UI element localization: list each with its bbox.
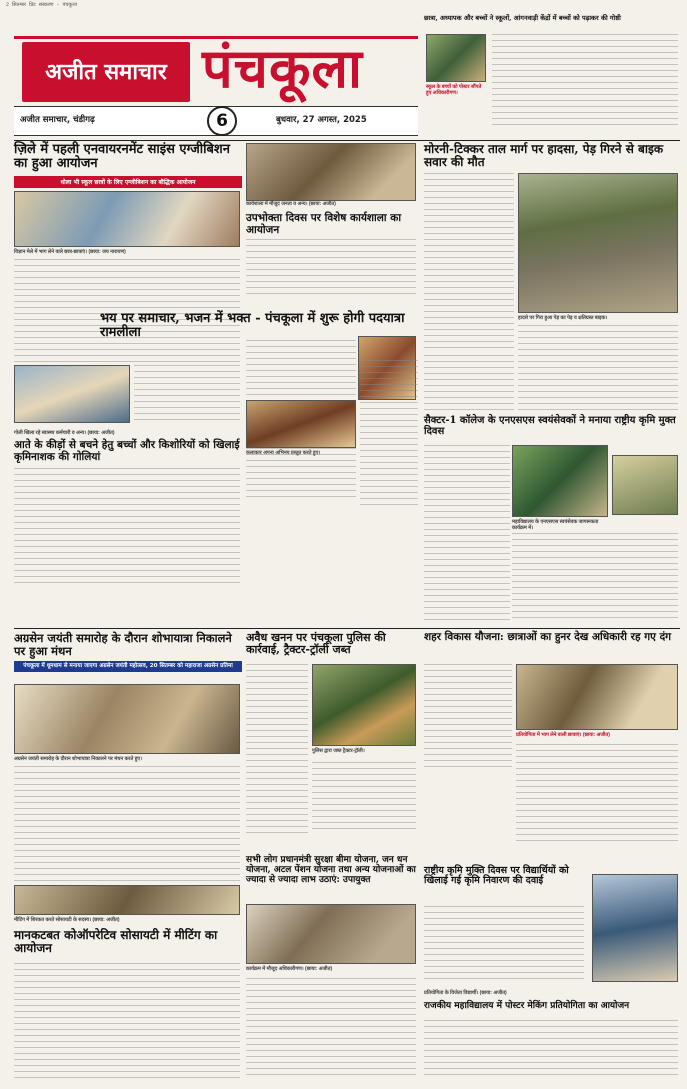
top-right-caption: स्कूल के बच्चों को पोस्टर सौंपते हुए अधिकारीगण।	[426, 84, 482, 96]
story-env-headline: ज़िले में पहली एनवायरनमेंट साइंस एग्जीबिशन का हुआ आयोजन	[14, 142, 230, 172]
story-city-text-2	[516, 744, 678, 846]
story-consumer-day	[246, 143, 418, 298]
story-ramleela-text-2	[360, 360, 418, 510]
story-consumer-headline: उपभोक्ता दिवस पर विशेष कार्यशाला का आयोजन	[246, 212, 402, 236]
story-env-subhead: धोला भी स्कूल छात्रों के लिए एग्जीबिशन का बौद्धिक आयोजन	[14, 176, 242, 188]
paper-logo	[22, 42, 190, 102]
story-deworm2-text	[424, 906, 584, 982]
story-deworming	[14, 430, 242, 650]
story-deworm-caption: गोली खिला रहे स्वास्थ्य कर्मचारी व अन्य। (छाया: अजीत)	[14, 430, 115, 436]
story-mining-caption: पुलिस द्वारा जब्त ट्रैक्टर-ट्रॉली।	[312, 748, 365, 754]
edition-label: अजीत समाचार, चंडीगढ़	[20, 115, 95, 125]
story-morni-photo	[518, 173, 678, 313]
story-env-caption: विज्ञान मेले में भाग लेने वाले छात्र-छात्राएं। (छाया: जय नारायण)	[14, 249, 126, 255]
story-agrasen-headline: अग्रसेन जयंती समारोह के दौरान शोभायात्रा निकालने पर हुआ मंथन	[14, 631, 232, 658]
story-consumer-caption: कार्यशाला में मौजूद जनता व अन्य। (छाया: अजीत)	[246, 201, 336, 207]
story-city-photo	[516, 664, 678, 730]
row-rule-2	[14, 628, 680, 629]
story-morni-text-3	[424, 355, 514, 411]
story-city-text-1	[424, 664, 512, 772]
story-agrasen-text	[14, 766, 240, 894]
story-nss-text-2	[512, 533, 678, 621]
story-nss-headline: सैक्टर-1 कॉलेज के एनएसएस स्वयंसेवकों ने मनाया राष्ट्रीय कृमि मुक्त दिवस	[424, 415, 676, 437]
story-env-photo-1	[14, 191, 240, 247]
story-nss-photo	[512, 445, 608, 517]
story-morni-accident	[424, 143, 680, 413]
story-mining-text-2	[312, 762, 416, 834]
story-insurance-headline: सभी लोग प्रधानमंत्री सुरक्षा बीमा योजना, जन धन योजना, अटल पेंशन योजना तथा अन्य योजनाओं का ज्यादा से ज्यादा लाभ उठाएं: उपायुक्त	[246, 855, 416, 885]
story-coop-headline: मानकटबत कोऑपरेटिव सोसायटी में मीटिंग का आयोजन	[14, 928, 218, 956]
top-right-text	[492, 34, 678, 130]
story-env-text-2	[134, 365, 240, 423]
top-right-story	[424, 14, 680, 134]
story-agrasen-caption: अग्रसेन जयंती समारोह के दौरान शोभायात्रा निकालने पर मंथन करते हुए।	[14, 756, 143, 762]
story-deworm2-photo	[592, 874, 678, 982]
city-title: पंचकूला	[202, 37, 364, 100]
story-nss-photo-2	[612, 455, 678, 515]
top-right-photo	[426, 34, 486, 82]
story-ramleela-caption: कलाकार अपना अभिनय प्रस्तुत करते हुए।	[246, 450, 321, 456]
story-agrasen-photo	[14, 684, 240, 754]
issue-date: बुधवार, 27 अगस्त, 2025	[276, 115, 367, 125]
story-ramleela-photo-2	[246, 400, 356, 448]
story-cooperative	[14, 905, 242, 1085]
story-morni-text-2	[518, 325, 678, 411]
top-right-headline: छात्रा, अध्यापक और बच्चों ने स्कूलों, आंगनवाड़ी केंद्रों में बच्चों को पढ़ाकर की गोष्ठी	[424, 14, 621, 22]
story-mining-headline: अवैध खनन पर पंचकूला पुलिस की कार्रवाई, ट्रैक्टर-ट्रॉली जब्त	[246, 631, 386, 657]
story-coop-text	[14, 963, 240, 1081]
story-poster-making	[424, 990, 680, 1085]
print-slug: 2 सितम्बर प्रिंट संस्करण - पंचकूला	[6, 2, 78, 8]
story-city-vikas	[424, 632, 680, 862]
story-agrasen-subhead: पंचकूला में धूमधाम से मनाया जाएगा अग्रसेन जयंती महोत्सव, 20 सितम्बर को महाराजा अग्रसेन प्रतिमा	[14, 661, 242, 672]
masthead-bottom-rule	[14, 140, 680, 141]
story-agrasen	[14, 632, 242, 902]
page-number-badge	[207, 106, 237, 136]
story-deworm2-headline: राष्ट्रीय कृमि मुक्ति दिवस पर विद्यार्थियों को खिलाई गई कृमि निवारण की दवाई	[424, 865, 569, 887]
paper-name: अजीत समाचार	[45, 59, 167, 85]
story-consumer-photo	[246, 143, 416, 201]
story-poster-headline: राजकीय महाविद्यालय में पोस्टर मेकिंग प्रतियोगिता का आयोजन	[424, 1001, 630, 1011]
story-coop-caption: मीटिंग में शिरकत करते सोसायटी के सदस्य। (छाया: अजीत)	[14, 917, 120, 923]
story-nss-caption: महाविद्यालय के एनएसएस स्वयंसेवक जागरूकता कार्यक्रम में।	[512, 519, 599, 531]
story-mining-text-1	[246, 664, 308, 834]
story-insurance-photo	[246, 904, 416, 964]
story-deworm-headline: आते के कीड़ों से बचने हेतु बच्चों और किशोरियों को खिलाई कृमिनाशक की गोलियां	[14, 439, 240, 463]
masthead	[14, 14, 418, 142]
story-poster-text	[424, 1020, 678, 1080]
story-insurance-text	[246, 978, 416, 1078]
story-consumer-text	[246, 239, 416, 295]
story-coop-photo	[14, 885, 240, 915]
story-nss-college	[424, 415, 680, 625]
story-insurance	[246, 856, 418, 1082]
story-insurance-caption: कार्यक्रम में मौजूद अधिकारीगण। (छाया: अजीत)	[246, 966, 333, 972]
page-number: 6	[216, 111, 228, 131]
story-city-caption: प्रतियोगिता में भाग लेने वाली छात्राएं। (छाया: अजीत)	[516, 732, 610, 738]
story-ramleela-headline: भय पर समाचार, भजन में भक्त - पंचकूला में शुरू होगी पदयात्रा रामलीला	[100, 311, 405, 341]
story-morni-text-1	[424, 173, 514, 351]
story-mining-photo	[312, 664, 416, 746]
story-morni-caption: हादसे पर गिरा हुआ पेड़ का पेड़ व क्षतिग्रस्त बाइक।	[518, 315, 608, 321]
story-env-photo-2	[14, 365, 130, 423]
story-city-headline: शहर विकास यौजना: छात्राओं का हुनर देख अधिकारी रह गए दंग	[424, 631, 672, 643]
story-deworm-students	[424, 866, 680, 986]
story-nss-text	[424, 445, 510, 621]
story-deworm-text	[14, 468, 240, 588]
story-morni-headline: मोरनी-टिक्कर ताल मार्ग पर हादसा, पेड़ गिरने से बाइक सवार की मौत	[424, 142, 664, 170]
story-poster-caption: प्रतियोगिता के विजेता विद्यार्थी। (छाया: अजीत)	[424, 990, 507, 996]
